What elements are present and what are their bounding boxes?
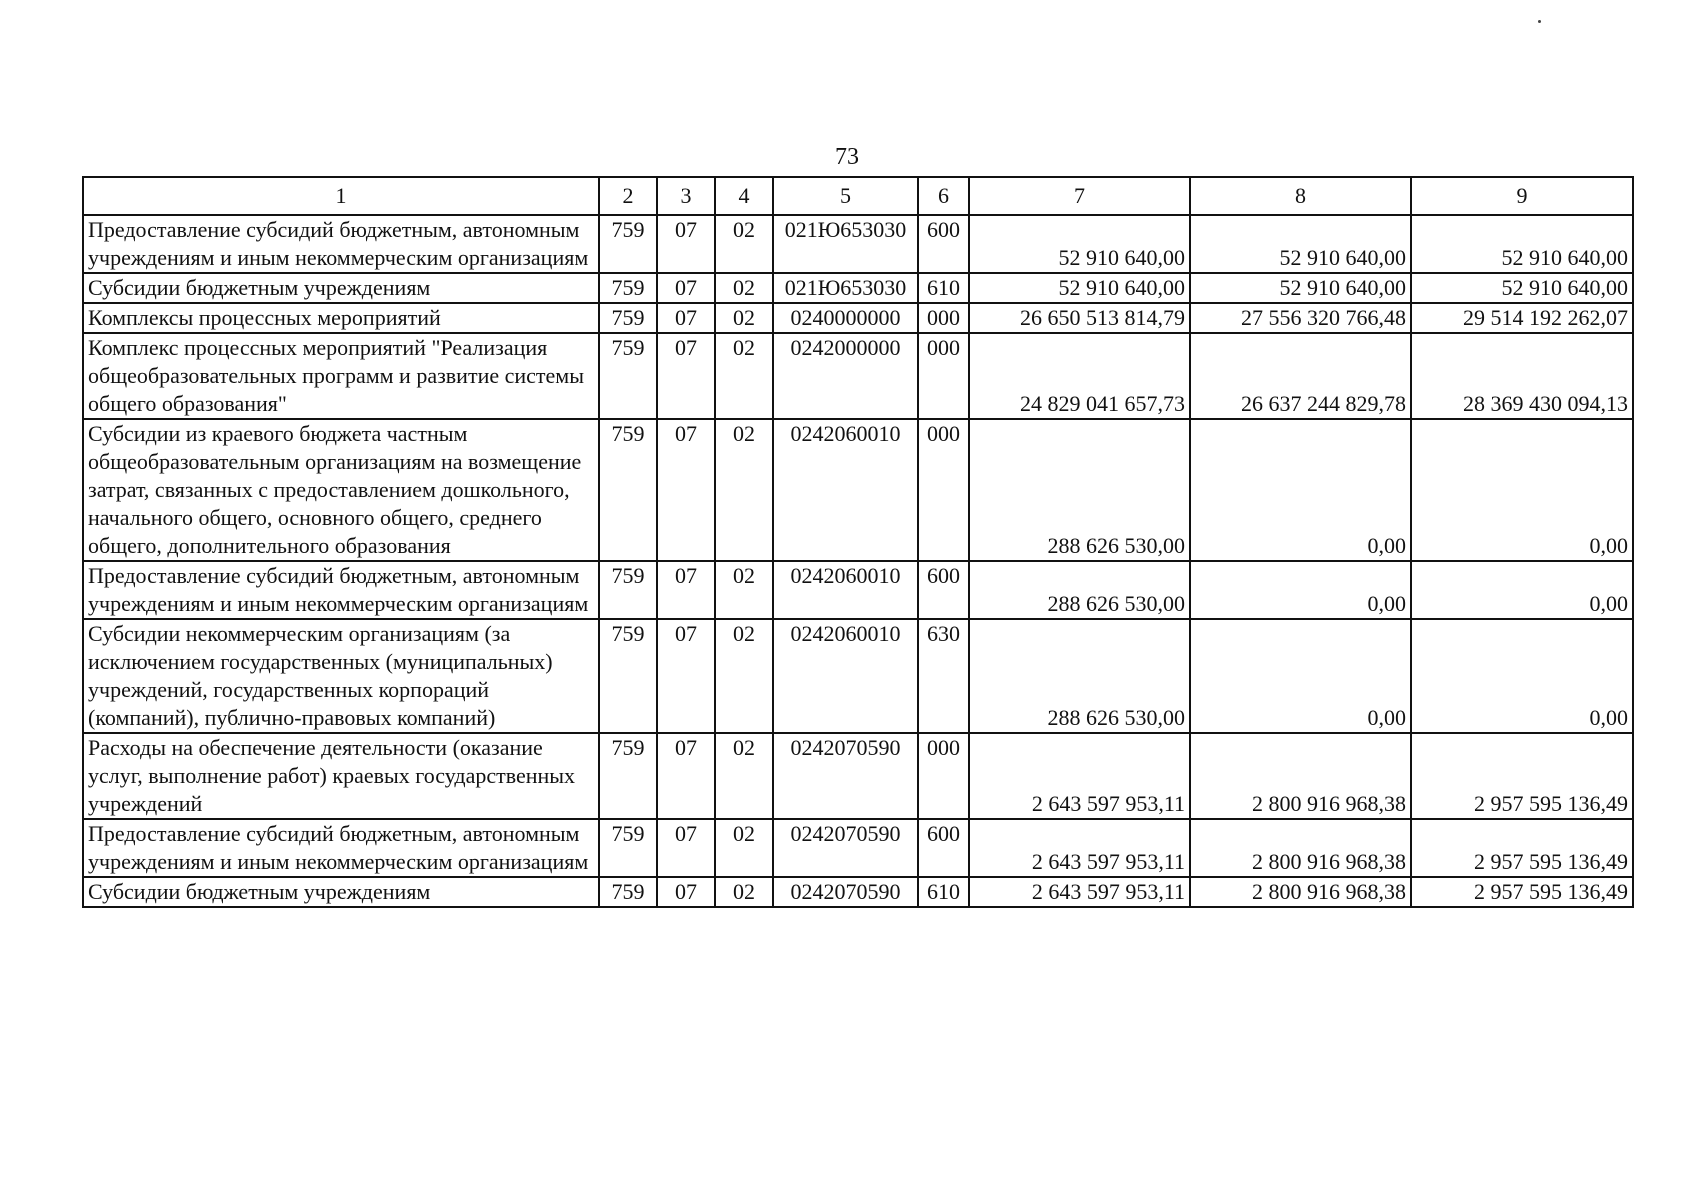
code-cell: 759	[599, 877, 657, 907]
code-cell: 600	[918, 819, 969, 877]
code-cell: 0242060010	[773, 419, 918, 561]
table-row	[83, 419, 1633, 561]
code-cell: 07	[657, 561, 715, 619]
code-cell: 02	[715, 561, 773, 619]
amount-cell: 0,00	[1411, 419, 1633, 561]
amount-cell: 288 626 530,00	[969, 619, 1190, 733]
table-row	[83, 619, 1633, 733]
code-cell: 07	[657, 819, 715, 877]
amount-cell: 0,00	[1411, 561, 1633, 619]
table-row	[83, 273, 1633, 303]
scan-speck	[1538, 20, 1541, 23]
code-cell: 600	[918, 561, 969, 619]
header-cell: 7	[969, 177, 1190, 215]
amount-cell: 0,00	[1190, 419, 1411, 561]
amount-cell: 2 643 597 953,11	[969, 877, 1190, 907]
amount-cell: 52 910 640,00	[969, 215, 1190, 273]
table-row	[83, 733, 1633, 819]
amount-cell: 52 910 640,00	[1190, 273, 1411, 303]
code-cell: 610	[918, 273, 969, 303]
row-name-cell: Субсидии из краевого бюджета частным общеобразовательным организациям на возмещение затрат, связанных с предоставлением дошкольного, начального общего, основного общего, среднего общего, дополнительного образования	[83, 419, 599, 561]
row-name-cell: Расходы на обеспечение деятельности (оказание услуг, выполнение работ) краевых государственных учреждений	[83, 733, 599, 819]
code-cell: 000	[918, 419, 969, 561]
amount-cell: 0,00	[1411, 619, 1633, 733]
amount-cell: 2 957 595 136,49	[1411, 733, 1633, 819]
row-name-cell: Комплексы процессных мероприятий	[83, 303, 599, 333]
amount-cell: 26 637 244 829,78	[1190, 333, 1411, 419]
code-cell: 02	[715, 215, 773, 273]
page-number: 73	[835, 144, 859, 170]
code-cell: 07	[657, 733, 715, 819]
code-cell: 02	[715, 303, 773, 333]
code-cell: 759	[599, 215, 657, 273]
code-cell: 759	[599, 273, 657, 303]
code-cell: 07	[657, 333, 715, 419]
code-cell: 07	[657, 877, 715, 907]
code-cell: 021Ю653030	[773, 215, 918, 273]
header-cell: 9	[1411, 177, 1633, 215]
amount-cell: 288 626 530,00	[969, 419, 1190, 561]
table-row	[83, 877, 1633, 907]
code-cell: 759	[599, 333, 657, 419]
code-cell: 0242000000	[773, 333, 918, 419]
code-cell: 0242070590	[773, 733, 918, 819]
amount-cell: 26 650 513 814,79	[969, 303, 1190, 333]
code-cell: 610	[918, 877, 969, 907]
code-cell: 07	[657, 419, 715, 561]
code-cell: 000	[918, 303, 969, 333]
amount-cell: 288 626 530,00	[969, 561, 1190, 619]
row-name-cell: Субсидии бюджетным учреждениям	[83, 273, 599, 303]
header-cell: 4	[715, 177, 773, 215]
row-name-cell: Комплекс процессных мероприятий "Реализация общеобразовательных программ и развитие системы общего образования"	[83, 333, 599, 419]
amount-cell: 28 369 430 094,13	[1411, 333, 1633, 419]
amount-cell: 27 556 320 766,48	[1190, 303, 1411, 333]
table-row	[83, 333, 1633, 419]
code-cell: 759	[599, 561, 657, 619]
amount-cell: 2 957 595 136,49	[1411, 819, 1633, 877]
amount-cell: 2 643 597 953,11	[969, 733, 1190, 819]
amount-cell: 2 643 597 953,11	[969, 819, 1190, 877]
amount-cell: 29 514 192 262,07	[1411, 303, 1633, 333]
amount-cell: 52 910 640,00	[1411, 215, 1633, 273]
budget-table	[82, 176, 1634, 908]
code-cell: 000	[918, 733, 969, 819]
code-cell: 0242060010	[773, 561, 918, 619]
code-cell: 07	[657, 215, 715, 273]
code-cell: 02	[715, 619, 773, 733]
code-cell: 02	[715, 333, 773, 419]
code-cell: 02	[715, 819, 773, 877]
header-cell: 8	[1190, 177, 1411, 215]
code-cell: 759	[599, 819, 657, 877]
amount-cell: 2 800 916 968,38	[1190, 733, 1411, 819]
code-cell: 021Ю653030	[773, 273, 918, 303]
header-cell: 1	[83, 177, 599, 215]
code-cell: 07	[657, 619, 715, 733]
amount-cell: 0,00	[1190, 619, 1411, 733]
row-name-cell: Субсидии бюджетным учреждениям	[83, 877, 599, 907]
code-cell: 0242070590	[773, 819, 918, 877]
code-cell: 630	[918, 619, 969, 733]
code-cell: 759	[599, 733, 657, 819]
code-cell: 0240000000	[773, 303, 918, 333]
header-row	[83, 177, 1633, 215]
code-cell: 759	[599, 303, 657, 333]
code-cell: 07	[657, 273, 715, 303]
header-cell: 5	[773, 177, 918, 215]
header-cell: 3	[657, 177, 715, 215]
code-cell: 02	[715, 419, 773, 561]
amount-cell: 0,00	[1190, 561, 1411, 619]
amount-cell: 52 910 640,00	[1411, 273, 1633, 303]
code-cell: 0242060010	[773, 619, 918, 733]
table-row	[83, 303, 1633, 333]
code-cell: 759	[599, 619, 657, 733]
amount-cell: 52 910 640,00	[969, 273, 1190, 303]
amount-cell: 2 957 595 136,49	[1411, 877, 1633, 907]
code-cell: 02	[715, 273, 773, 303]
code-cell: 02	[715, 877, 773, 907]
row-name-cell: Предоставление субсидий бюджетным, автономным учреждениям и иным некоммерческим организациям	[83, 215, 599, 273]
amount-cell: 2 800 916 968,38	[1190, 877, 1411, 907]
amount-cell: 24 829 041 657,73	[969, 333, 1190, 419]
table-row	[83, 215, 1633, 273]
header-cell: 2	[599, 177, 657, 215]
code-cell: 759	[599, 419, 657, 561]
row-name-cell: Предоставление субсидий бюджетным, автономным учреждениям и иным некоммерческим организациям	[83, 819, 599, 877]
table-row	[83, 819, 1633, 877]
code-cell: 02	[715, 733, 773, 819]
row-name-cell: Предоставление субсидий бюджетным, автономным учреждениям и иным некоммерческим организациям	[83, 561, 599, 619]
code-cell: 000	[918, 333, 969, 419]
amount-cell: 52 910 640,00	[1190, 215, 1411, 273]
table-row	[83, 561, 1633, 619]
code-cell: 0242070590	[773, 877, 918, 907]
code-cell: 600	[918, 215, 969, 273]
header-cell: 6	[918, 177, 969, 215]
code-cell: 07	[657, 303, 715, 333]
amount-cell: 2 800 916 968,38	[1190, 819, 1411, 877]
row-name-cell: Субсидии некоммерческим организациям (за исключением государственных (муниципальных) учреждений, государственных корпораций (компаний), публично-правовых компаний)	[83, 619, 599, 733]
